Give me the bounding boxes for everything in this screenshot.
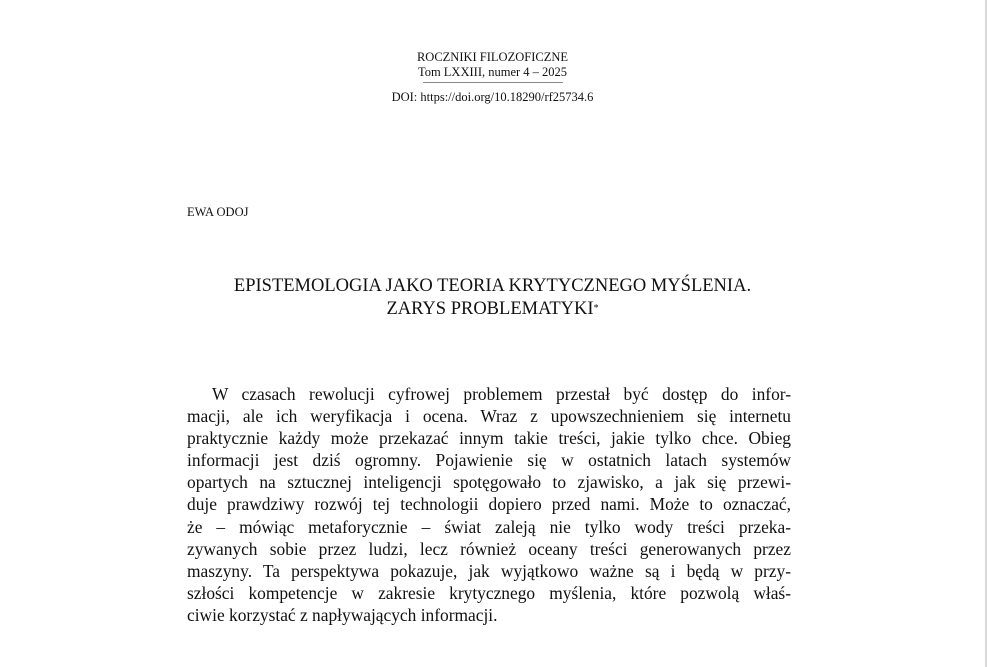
paragraph-line: praktycznie każdy może przekazać innym takie treści, jakie tylko chce. Obieg [187, 428, 791, 449]
paragraph-line: zywanych sobie przez ludzi, lecz również oceany treści generowanych przez [187, 538, 791, 559]
paragraph-line: że – mówiąc metaforycznie – świat zaleją nie tylko wody treści przeka- [187, 516, 791, 537]
paragraph-line: macji, ale ich weryfikacja i ocena. Wraz z upowszechnieniem się internetu [187, 406, 791, 427]
paragraph-line: W czasach rewolucji cyfrowej problemem przestał być dostęp do infor- [212, 384, 791, 404]
volume-issue: Tom LXXIII, numer 4 – 2025 [417, 65, 568, 79]
paragraph-line: ciwie korzystać z napływających informacji. [187, 604, 498, 625]
paragraph-line: szłości kompetencje w zakresie krytycznego myślenia, które pozwolą właś- [187, 582, 791, 603]
title-line-2-text: ZARYS PROBLEMATYKI [386, 299, 594, 319]
journal-name: ROCZNIKI FILOZOFICZNE [416, 50, 569, 64]
paragraph-line: informacji jest dziś ogromny. Pojawienie się w ostatnich latach systemów [187, 450, 791, 471]
title-line-2 [0, 298, 985, 321]
footnote-mark[interactable]: * [593, 303, 599, 314]
paragraph-line: opartych na sztucznej inteligencji spotęgowało to zjawisko, a jak się przewi- [187, 472, 791, 493]
body-paragraph [187, 383, 791, 626]
journal-header [0, 50, 985, 105]
title-line-1: EPISTEMOLOGIA JAKO TEORIA KRYTYCZNEGO MYŚLENIA. [233, 276, 752, 296]
doi-link[interactable]: DOI: https://doi.org/10.18290/rf25734.6 [391, 90, 594, 104]
paragraph-line: duje prawdziwy rozwój tej technologii dopiero przed nami. Może to oznaczać, [187, 494, 791, 515]
author-name: EWA ODOJ [187, 205, 249, 219]
header-rule [423, 82, 563, 83]
article-title [0, 275, 985, 321]
paragraph-line: maszyny. Ta perspektywa pokazuje, jak wyjątkowo ważne są i będą w przy- [187, 560, 791, 581]
